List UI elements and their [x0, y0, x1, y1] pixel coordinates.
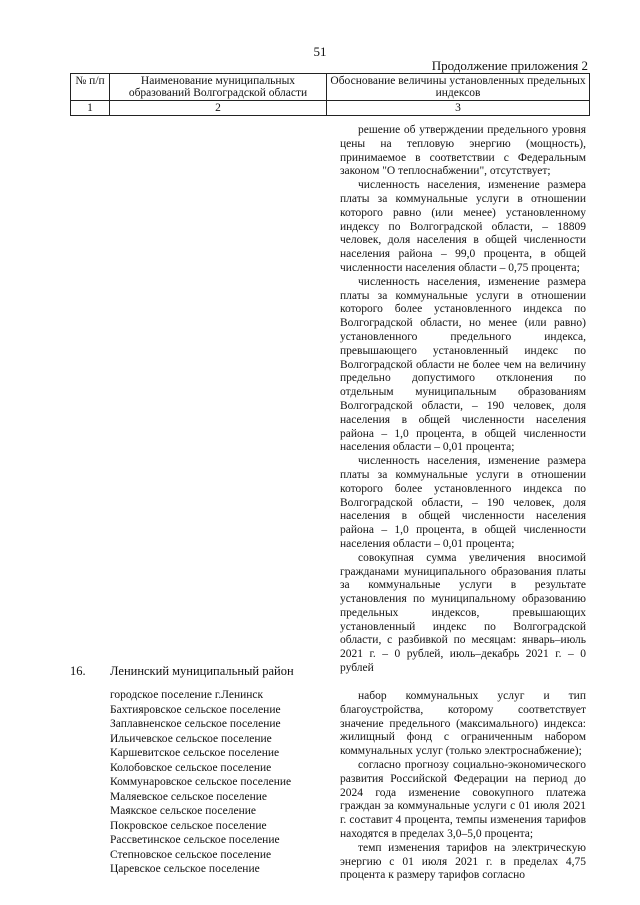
settlement-list [110, 688, 291, 877]
list-item: Царевское сельское поселение [110, 863, 260, 875]
header-num-2: 2 [110, 101, 327, 116]
paragraph: численность населения, изменение размера платы за коммунальные услуги в отношении которого более установленного индекса по Волгоградской области, но менее (или равно) установленного предельного индекса, превышающего установленный индекс по Волгоградской области не более чем на величину предельно допустимого отклонения по отдельным муниципальным образованиям Волгоградской области, – 190 человек, доля населения в общей численности населения района – 1,0 процента, в общей численности населения области – 0,01 процента; [340, 275, 586, 454]
list-item: городское поселение г.Ленинск [110, 689, 264, 701]
list-item: Ильичевское сельское поселение [110, 732, 272, 745]
list-item: Маляевское сельское поселение [110, 790, 268, 803]
list-item: Колобовское сельское поселение [110, 761, 272, 774]
header-col-municipality: Наименование муниципальных образований Волгоградской области [110, 74, 327, 101]
header-num-1: 1 [71, 101, 110, 116]
list-item: Коммунаровское сельское поселение [110, 776, 292, 788]
list-item: Степновское сельское поселение [110, 848, 272, 861]
header-col-number: № п/п [71, 74, 110, 101]
paragraph: совокупная сумма увеличения вносимой гражданами муниципального образования платы за коммунальные услуги в результате установления по муниципальному образованию предельных индексов, превышающих установленный индекс по Волгоградской области, с разбивкой по месяцам: январь–июль 2021 г. – 0 рублей, июль–декабрь 2021 г. – 0 рублей [340, 551, 586, 675]
row-number: 16. [70, 664, 86, 678]
list-item: Покровское сельское поселение [110, 819, 267, 832]
header-col-justification: Обоснование величины установленных предельных индексов [327, 74, 590, 101]
paragraph: темп изменения тарифов на электрическую энергию с 01 июля 2021 г. в пределах 4,75 процента к размеру тарифов согласно [340, 841, 586, 882]
paragraph: решение об утверждении предельного уровня цены на тепловую энергию (мощность), принимаемое в соответствии с Федеральным законом "О теплоснабжении", отсутствует; [340, 124, 586, 178]
list-item: Заплавненское сельское поселение [110, 718, 281, 730]
list-item: Рассветинское сельское поселение [110, 834, 280, 846]
list-item: Каршевитское сельское поселение [110, 747, 280, 759]
table-header [70, 73, 590, 116]
justification-block-1 [340, 124, 586, 676]
header-num-3: 3 [327, 101, 590, 116]
page-number: 51 [313, 44, 327, 59]
justification-block-2 [340, 690, 586, 883]
continuation-note: Продолжение приложения 2 [431, 58, 588, 73]
list-item: Маякское сельское поселение [110, 805, 257, 817]
paragraph: численность населения, изменение размера платы за коммунальные услуги в отношении которого более установленного индекса по Волгоградской области, – 190 человек, доля населения в общей численности населения района – 1,0 процента, в общей численности населения области – 0,01 процента; [340, 455, 586, 550]
row-16 [70, 664, 294, 679]
paragraph: набор коммунальных услуг и тип благоустройства, которому соответствует значение предельного (максимального) индекса: жилищный фонд с ограниченным набором коммунальных услуг (только электроснабжение); [340, 690, 586, 758]
paragraph: численность населения, изменение размера платы за коммунальные услуги в отношении которого равно (или менее) установленному индексу по Волгоградской области, – 18809 человек, доля населения в общей численности населения района – 99,0 процента, в общей численности населения области – 0,75 процента; [340, 179, 586, 274]
list-item: Бахтияровское сельское поселение [110, 703, 281, 716]
paragraph: согласно прогнозу социально-экономического развития Российской Федерации на период до 2024 года изменение совокупного платежа граждан за коммунальные услуги с 01 июля 2021 г. составит 4 процента, темпы изменения тарифов находятся в пределах 3,0–5,0 процента; [340, 758, 586, 840]
district-name: Ленинский муниципальный район [110, 664, 294, 678]
